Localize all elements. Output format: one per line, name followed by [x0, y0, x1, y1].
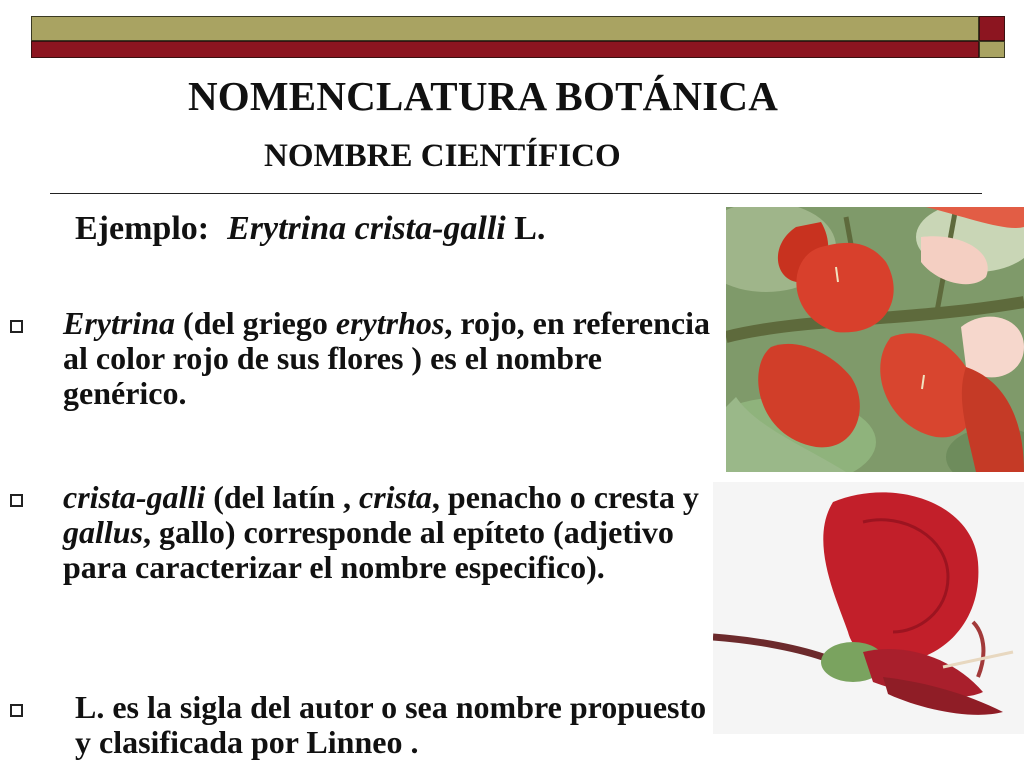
bullet-genus: [10, 306, 730, 411]
greek-term: erytrhos: [335, 305, 445, 341]
latin-term-crista: crista: [359, 479, 432, 515]
erythrina-single-flower-photo: [713, 482, 1024, 734]
bullet-author-text: L. es la sigla del autor o sea nombre propuesto y clasificada por Linneo .: [75, 689, 707, 760]
bullet-genus-text: [63, 306, 730, 411]
slide-title: NOMENCLATURA BOTÁNICA: [188, 73, 779, 119]
square-bullet-icon: [10, 494, 23, 507]
bullet-epithet-text: [63, 480, 730, 585]
example-label: Ejemplo:: [75, 210, 210, 247]
header-bar-olive-square: [979, 41, 1005, 58]
latin-term-gallus: gallus: [63, 514, 144, 550]
header-bar-maroon-square: [979, 16, 1005, 41]
slide-subtitle: NOMBRE CIENTÍFICO: [264, 138, 621, 174]
title-divider: [50, 193, 982, 194]
square-bullet-icon: [10, 320, 23, 333]
epithet-term: crista-galli: [63, 479, 206, 515]
bullet-text-part: , rojo, en referencia al color rojo de sus flores ) es el nombre genérico.: [63, 305, 711, 411]
bullet-author: [10, 690, 730, 760]
example-species: Erytrina crista-galli: [227, 210, 506, 247]
bullet-epithet: [10, 480, 730, 585]
erythrina-flowers-photo: [726, 207, 1024, 472]
genus-term: Erytrina: [63, 305, 176, 341]
decorative-header-bar: [31, 16, 1005, 58]
square-bullet-icon: [10, 704, 23, 717]
example-author: L.: [514, 210, 546, 247]
bullet-text-part: (del latín ,: [205, 479, 359, 515]
bullet-text-part: (del griego: [175, 305, 336, 341]
header-bar-olive-segment: [31, 16, 979, 41]
bullet-text-part: , penacho o cresta y: [431, 479, 699, 515]
bullet-text-part: , gallo) corresponde al epíteto (adjetivo para caracterizar el nombre especifico).: [63, 514, 674, 585]
example-line: [75, 210, 545, 248]
header-bar-maroon-segment: [31, 41, 979, 58]
